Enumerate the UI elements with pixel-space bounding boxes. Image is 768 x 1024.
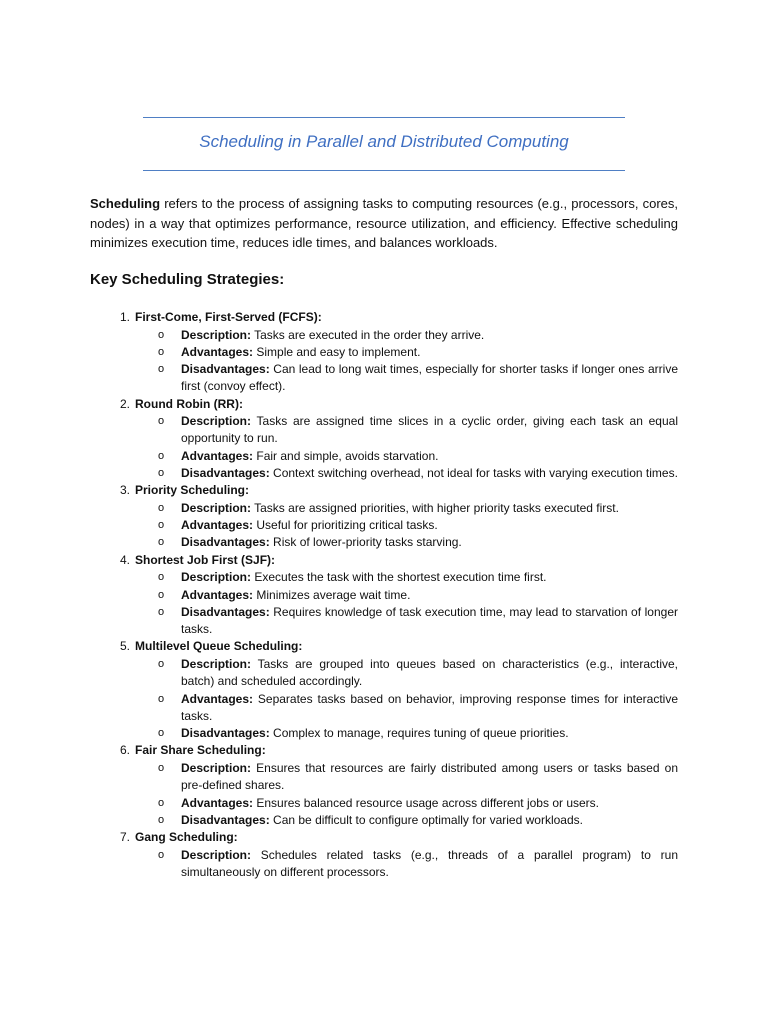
point-text: Separates tasks based on behavior, improving response times for interactive tasks.: [181, 691, 678, 723]
intro-text: refers to the process of assigning tasks to computing resources (e.g., processors, cores, nodes) in a way that optimizes performance, resource utilization, and efficiency. Effective scheduling minimizes execution time, reduces idle times, and balances workloads.: [90, 196, 678, 250]
point-label: Advantages:: [181, 795, 254, 810]
point-text: Simple and easy to implement.: [253, 344, 421, 359]
circle-bullet-icon: o: [158, 588, 165, 601]
circle-bullet-icon: o: [158, 657, 165, 670]
circle-bullet-icon: o: [158, 692, 165, 705]
circle-bullet-icon: o: [158, 848, 165, 861]
point-text: Can lead to long wait times, especially for shorter tasks if longer ones arrive first (convoy effect).: [181, 362, 678, 394]
circle-bullet-icon: o: [158, 761, 165, 774]
strategy-number: 3.: [119, 483, 130, 498]
circle-bullet-icon: o: [158, 571, 165, 584]
point-label: Disadvantages:: [181, 362, 270, 377]
strategy-title: [90, 742, 678, 760]
strategy-point: [90, 465, 678, 482]
point-label: Advantages:: [181, 344, 254, 359]
strategy-point: [90, 413, 678, 448]
strategy-list: [90, 309, 678, 881]
strategy-point: [90, 812, 678, 829]
circle-bullet-icon: o: [158, 605, 165, 618]
strategy-number: 2.: [119, 396, 130, 411]
circle-bullet-icon: o: [158, 449, 165, 462]
strategy-point: [90, 656, 678, 691]
strategy-title: [90, 552, 678, 570]
strategy-title: [90, 829, 678, 847]
strategy-number: 6.: [119, 743, 130, 758]
point-label: Description:: [181, 760, 252, 775]
point-label: Disadvantages:: [181, 535, 270, 550]
strategy-point: [90, 534, 678, 551]
strategy-title: [90, 482, 678, 500]
strategy-title: [90, 396, 678, 414]
point-label: Description:: [181, 847, 252, 862]
strategy-name: Fair Share Scheduling:: [135, 743, 266, 758]
circle-bullet-icon: o: [158, 727, 165, 740]
point-label: Advantages:: [181, 691, 254, 706]
point-text: Tasks are assigned time slices in a cyclic order, giving each task an equal opportunity to run.: [181, 414, 678, 446]
point-label: Description:: [181, 656, 252, 671]
point-label: Description:: [181, 570, 252, 585]
circle-bullet-icon: o: [158, 813, 165, 826]
point-label: Description:: [181, 327, 252, 342]
strategy-point: [90, 760, 678, 795]
circle-bullet-icon: o: [158, 501, 165, 514]
circle-bullet-icon: o: [158, 796, 165, 809]
intro-term: Scheduling: [90, 196, 161, 211]
strategy-point: [90, 448, 678, 465]
point-text: Tasks are executed in the order they arrive.: [251, 327, 485, 342]
strategy-title: [90, 309, 678, 327]
strategy-number: 7.: [119, 830, 130, 845]
section-heading: Key Scheduling Strategies:: [90, 271, 285, 288]
point-label: Advantages:: [181, 518, 254, 533]
strategy-name: First-Come, First-Served (FCFS):: [135, 310, 322, 324]
strategy-point: [90, 344, 678, 361]
strategy-title: [90, 638, 678, 656]
circle-bullet-icon: o: [158, 519, 165, 532]
point-label: Description:: [181, 500, 252, 515]
point-label: Description:: [181, 414, 252, 429]
circle-bullet-icon: o: [158, 415, 165, 428]
point-text: Context switching overhead, not ideal for tasks with varying execution times.: [269, 466, 678, 481]
point-label: Disadvantages:: [181, 466, 270, 481]
point-text: Fair and simple, avoids starvation.: [253, 448, 439, 463]
strategy-point: [90, 847, 678, 882]
circle-bullet-icon: o: [158, 467, 165, 480]
strategy-point: [90, 604, 678, 639]
point-text: Complex to manage, requires tuning of queue priorities.: [269, 726, 569, 741]
circle-bullet-icon: o: [158, 363, 165, 376]
strategy-number: 1.: [119, 310, 130, 324]
strategy-name: Multilevel Queue Scheduling:: [135, 639, 303, 654]
intro-paragraph: [90, 194, 678, 253]
strategy-point: [90, 725, 678, 742]
strategy-name: Round Robin (RR):: [135, 396, 243, 411]
point-text: Risk of lower-priority tasks starving.: [269, 535, 462, 550]
point-text: Executes the task with the shortest execution time first.: [251, 570, 547, 585]
circle-bullet-icon: o: [158, 536, 165, 549]
point-text: Ensures that resources are fairly distributed among users or tasks based on pre-defined shares.: [181, 760, 678, 793]
point-label: Disadvantages:: [181, 726, 270, 741]
title-bottom-rule: [143, 170, 625, 171]
strategy-point: [90, 500, 678, 517]
strategy-point: [90, 587, 678, 604]
strategy-number: 4.: [119, 552, 130, 567]
strategy-point: [90, 795, 678, 812]
strategy-name: Gang Scheduling:: [135, 830, 238, 845]
point-text: Can be difficult to configure optimally for varied workloads.: [269, 812, 583, 827]
document-title: Scheduling in Parallel and Distributed Computing: [199, 132, 569, 151]
point-text: Tasks are grouped into queues based on characteristics (e.g., interactive, batch) and scheduled accordingly.: [181, 656, 678, 689]
point-label: Disadvantages:: [181, 812, 270, 827]
strategy-name: Priority Scheduling:: [135, 483, 250, 498]
strategy-point: [90, 327, 678, 344]
point-text: Tasks are assigned priorities, with higher priority tasks executed first.: [251, 500, 619, 515]
circle-bullet-icon: o: [158, 345, 165, 358]
strategy-point: [90, 517, 678, 534]
strategy-name: Shortest Job First (SJF):: [135, 552, 276, 567]
strategy-point: [90, 691, 678, 726]
title-top-rule: [143, 117, 625, 118]
point-text: Ensures balanced resource usage across different jobs or users.: [253, 795, 599, 810]
point-text: Schedules related tasks (e.g., threads of a parallel program) to run simultaneously on different processors.: [181, 847, 678, 879]
circle-bullet-icon: o: [158, 328, 165, 341]
point-label: Advantages:: [181, 587, 254, 602]
point-text: Requires knowledge of task execution time, may lead to starvation of longer tasks.: [181, 604, 678, 637]
strategy-point: [90, 569, 678, 586]
strategy-point: [90, 361, 678, 396]
strategy-number: 5.: [119, 639, 130, 654]
point-text: Useful for prioritizing critical tasks.: [253, 518, 438, 533]
point-label: Advantages:: [181, 448, 254, 463]
point-label: Disadvantages:: [181, 604, 270, 619]
point-text: Minimizes average wait time.: [253, 587, 411, 602]
